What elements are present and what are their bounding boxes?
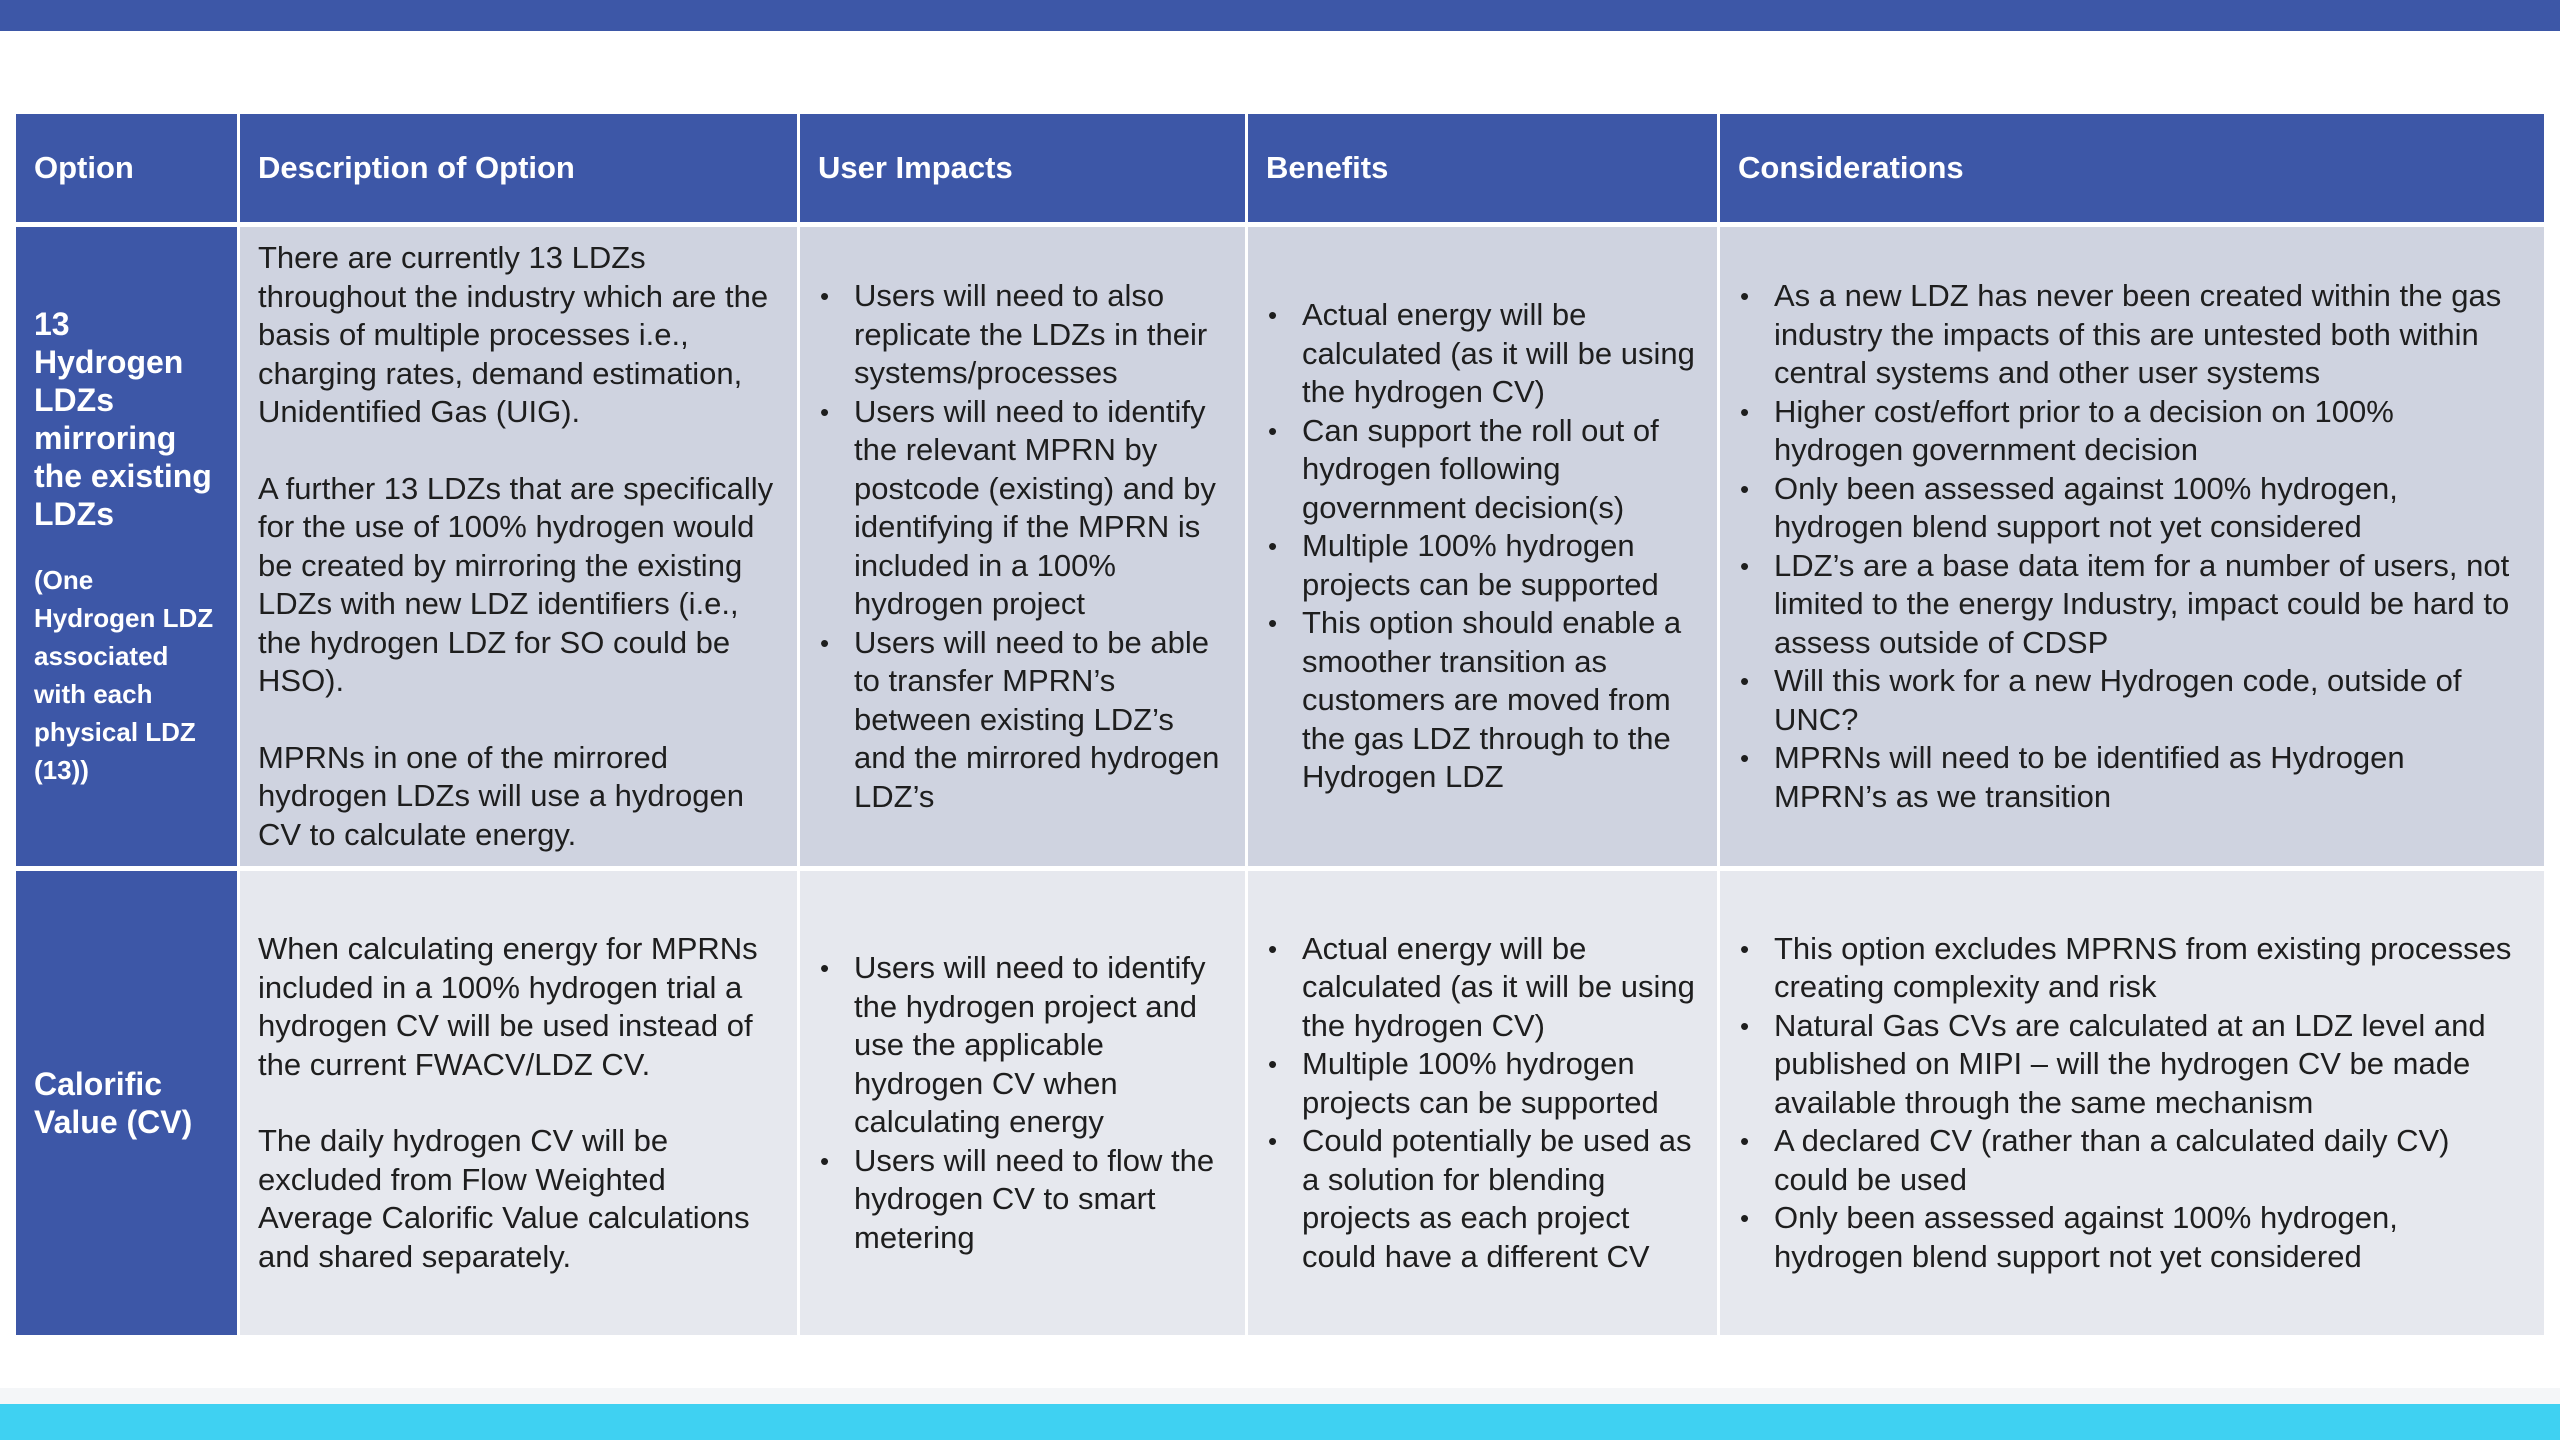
benefits-cell xyxy=(1248,227,1720,871)
option-subtitle: (One Hydrogen LDZ associated with each physical LDZ (13)) xyxy=(34,564,214,785)
header-user-impacts: User Impacts xyxy=(800,114,1248,227)
considerations-list xyxy=(1738,277,2526,816)
options-table xyxy=(16,114,2544,1340)
bottom-accent-bar xyxy=(0,1404,2560,1440)
footer-strip xyxy=(0,1388,2560,1404)
list-item: • Could potentially be used as a solution for blending projects as each project could have a different CV xyxy=(1302,1122,1699,1276)
list-item: • Users will need to be able to transfer MPRN’s between existing LDZ’s and the mirrored hydrogen LDZ’s xyxy=(854,624,1227,817)
user-impacts-list xyxy=(818,949,1227,1257)
list-item: • A declared CV (rather than a calculated daily CV) could be used xyxy=(1774,1122,2526,1199)
list-item: • This option excludes MPRNS from existing processes creating complexity and risk xyxy=(1774,930,2526,1007)
list-item: • Actual energy will be calculated (as it will be using the hydrogen CV) xyxy=(1302,296,1699,412)
benefits-list xyxy=(1266,930,1699,1277)
list-item: • LDZ’s are a base data item for a number of users, not limited to the energy Industry, impact could be hard to assess outside of CDSP xyxy=(1774,547,2526,663)
description-paragraph: A further 13 LDZs that are specifically for the use of 100% hydrogen would be created by mirroring the existing LDZs with new LDZ identifiers (i.e., the hydrogen LDZ for SO could be HSO). xyxy=(258,470,774,698)
description-paragraph: There are currently 13 LDZs throughout the industry which are the basis of multiple processes i.e., charging rates, demand estimation, Unidentified Gas (UIG). xyxy=(258,240,769,429)
list-item: • Multiple 100% hydrogen projects can be supported xyxy=(1302,1045,1699,1122)
user-impacts-cell xyxy=(800,227,1248,871)
list-item: • This option should enable a smoother transition as customers are moved from the gas LDZ through to the Hydrogen LDZ xyxy=(1302,604,1699,797)
considerations-cell xyxy=(1720,227,2544,871)
top-accent-bar xyxy=(0,0,2560,31)
list-item: • As a new LDZ has never been created within the gas industry the impacts of this are untested both within central systems and other user systems xyxy=(1774,277,2526,393)
user-impacts-list xyxy=(818,277,1227,816)
list-item: • Users will need to flow the hydrogen CV to smart metering xyxy=(854,1142,1227,1258)
benefits-list xyxy=(1266,296,1699,797)
description-paragraph: MPRNs in one of the mirrored hydrogen LDZs will use a hydrogen CV to calculate energy. xyxy=(258,739,744,852)
list-item: • Actual energy will be calculated (as it will be using the hydrogen CV) xyxy=(1302,930,1699,1046)
option-title: Calorific Value (CV) xyxy=(34,1066,193,1140)
list-item: • Multiple 100% hydrogen projects can be supported xyxy=(1302,527,1699,604)
description-paragraph: When calculating energy for MPRNs included in a 100% hydrogen trial a hydrogen CV will be used instead of the current FWACV/LDZ CV. xyxy=(258,931,758,1082)
header-option: Option xyxy=(16,114,240,227)
table-row xyxy=(16,227,2544,871)
option-cell xyxy=(16,871,240,1340)
table-row xyxy=(16,871,2544,1340)
list-item: • Users will need to identify the relevant MPRN by postcode (existing) and by identifying if the MPRN is included in a 100% hydrogen project xyxy=(854,393,1227,624)
description-cell xyxy=(240,871,800,1340)
user-impacts-cell xyxy=(800,871,1248,1340)
header-benefits: Benefits xyxy=(1248,114,1720,227)
list-item: • Only been assessed against 100% hydrogen, hydrogen blend support not yet considered xyxy=(1774,1199,2526,1276)
list-item: • Users will need to also replicate the LDZs in their systems/processes xyxy=(854,277,1227,393)
list-item: • Natural Gas CVs are calculated at an LDZ level and published on MIPI – will the hydrogen CV be made available through the same mechanism xyxy=(1774,1007,2526,1123)
considerations-list xyxy=(1738,930,2526,1277)
description-paragraph: The daily hydrogen CV will be excluded from Flow Weighted Average Calorific Value calculations and shared separately. xyxy=(258,1123,750,1274)
considerations-cell xyxy=(1720,871,2544,1340)
list-item: • Only been assessed against 100% hydrogen, hydrogen blend support not yet considered xyxy=(1774,470,2526,547)
list-item: • Will this work for a new Hydrogen code, outside of UNC? xyxy=(1774,662,2526,739)
header-considerations: Considerations xyxy=(1720,114,2544,227)
description-cell xyxy=(240,227,800,871)
list-item: • Can support the roll out of hydrogen following government decision(s) xyxy=(1302,412,1699,528)
option-cell xyxy=(16,227,240,871)
list-item: • MPRNs will need to be identified as Hydrogen MPRN’s as we transition xyxy=(1774,739,2526,816)
header-description: Description of Option xyxy=(240,114,800,227)
benefits-cell xyxy=(1248,871,1720,1340)
option-title: 13 Hydrogen LDZs mirroring the existing LDZs xyxy=(34,305,212,532)
list-item: • Higher cost/effort prior to a decision on 100% hydrogen government decision xyxy=(1774,393,2526,470)
list-item: • Users will need to identify the hydrogen project and use the applicable hydrogen CV when calculating energy xyxy=(854,949,1227,1142)
table-header-row xyxy=(16,114,2544,227)
